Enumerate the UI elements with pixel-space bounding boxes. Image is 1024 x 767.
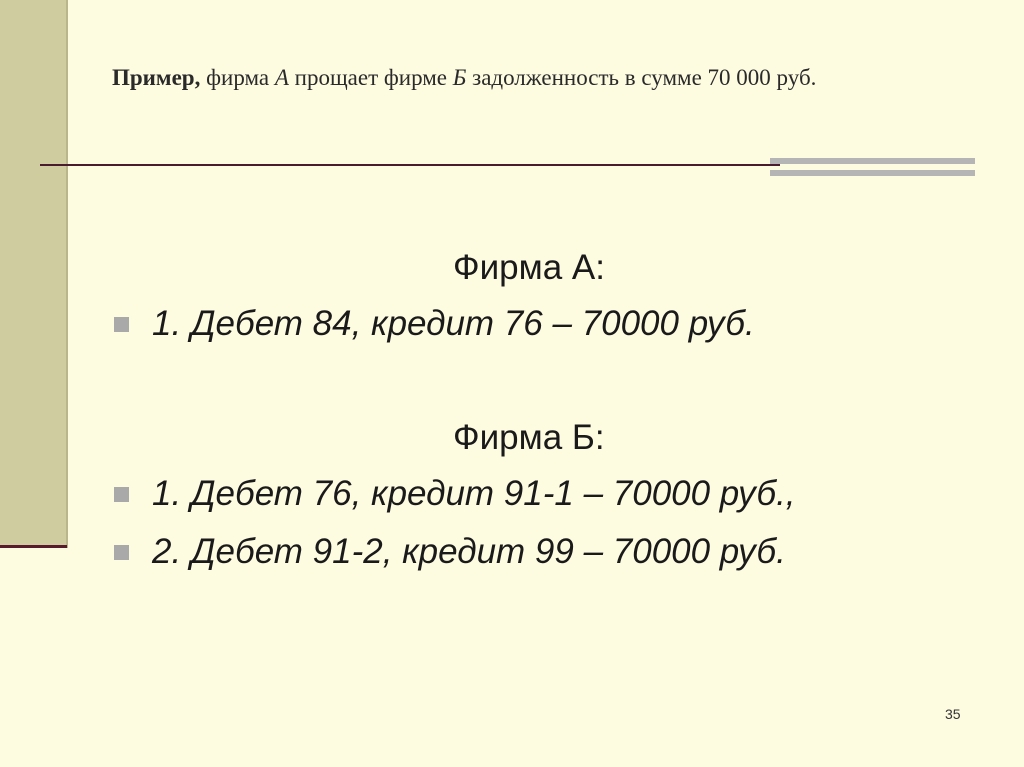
title-text-2: прощает фирме: [288, 65, 453, 90]
list-item: [114, 474, 796, 514]
entry-text: 2. Дебет 91-2, кредит 99 – 70000 руб.: [152, 532, 786, 571]
title-firm-b: Б: [452, 65, 467, 90]
slide-title: [112, 62, 952, 94]
title-text-1: фирма: [200, 65, 275, 90]
square-bullet-icon: [114, 317, 129, 332]
left-decorative-band: [0, 0, 66, 545]
title-text-3: задолженность в сумме 70 000 руб.: [466, 65, 817, 90]
title-divider: [40, 164, 780, 166]
entry-text: 1. Дебет 76, кредит 91-1 – 70000 руб.,: [152, 474, 796, 513]
list-item: [114, 304, 755, 344]
accent-bar-bottom: [770, 170, 975, 176]
title-divider-accent: [770, 158, 975, 176]
firm-b-heading: Фирма Б:: [453, 418, 605, 457]
firm-a-heading: Фирма А:: [453, 248, 605, 287]
page-number: 35: [945, 706, 961, 722]
list-item: [114, 532, 786, 572]
square-bullet-icon: [114, 545, 129, 560]
entry-text: 1. Дебет 84, кредит 76 – 70000 руб.: [152, 304, 755, 343]
left-accent-line: [0, 545, 67, 548]
title-bold: Пример,: [112, 65, 201, 90]
square-bullet-icon: [114, 487, 129, 502]
title-firm-a: А: [274, 65, 289, 90]
left-band-edge: [66, 0, 68, 548]
accent-bar-top: [770, 158, 975, 164]
